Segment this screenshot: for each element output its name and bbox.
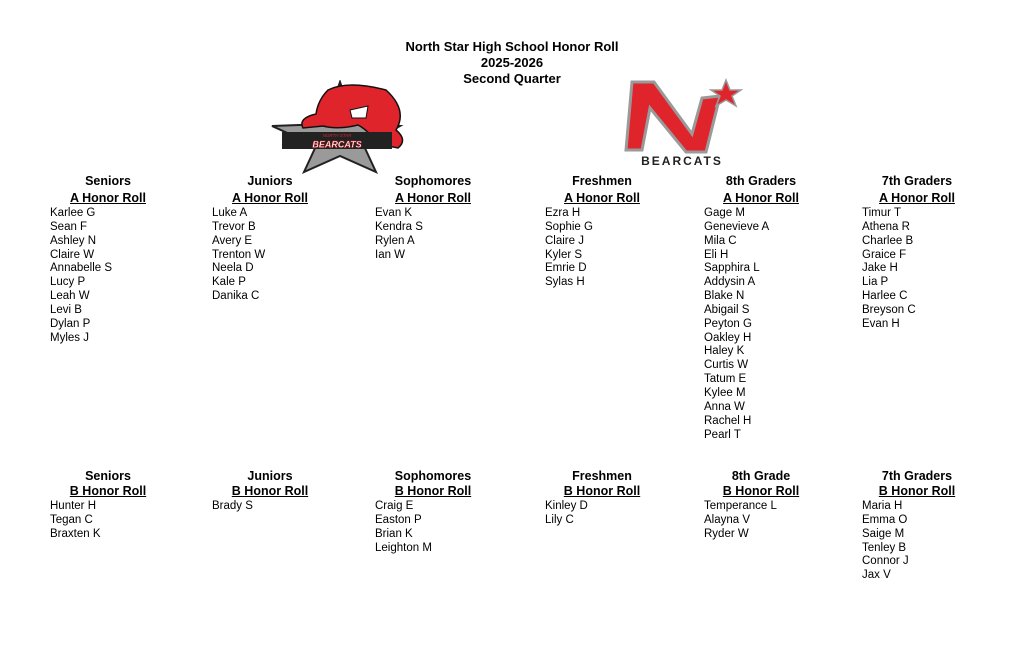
student-name: Kylee M (704, 386, 746, 399)
honor-roll-heading: B Honor Roll (69, 484, 147, 498)
grade-column (862, 469, 978, 583)
grade-column (212, 173, 328, 304)
student-name: Timur T (862, 207, 901, 219)
student-name: Leighton M (375, 541, 432, 554)
student-list (212, 500, 328, 514)
student-name: Jax V (862, 569, 891, 582)
grade-column (545, 469, 661, 528)
student-name: Lucy P (50, 276, 86, 289)
student-name: Annabelle S (50, 262, 113, 275)
student-name: Claire W (50, 248, 95, 261)
student-name: Haley K (704, 345, 745, 358)
student-name: Kyler S (545, 248, 583, 261)
grade-heading: Seniors (85, 174, 131, 188)
student-list (375, 500, 491, 555)
logo-north-star-text: NORTH STAR (322, 133, 352, 138)
student-name: Avery E (212, 234, 253, 247)
student-name: Curtis W (704, 359, 749, 372)
grade-heading: Seniors (85, 469, 131, 483)
student-name: Neela D (212, 262, 254, 275)
honor-roll-heading: A Honor Roll (879, 191, 955, 205)
student-name: Brady S (212, 500, 253, 512)
grade-column (704, 469, 820, 542)
student-name: Oakley H (704, 331, 752, 344)
honor-roll-heading: A Honor Roll (70, 191, 146, 205)
student-name: Ryder W (704, 527, 749, 540)
student-name: Evan H (862, 317, 900, 330)
honor-roll-heading: A Honor Roll (232, 191, 308, 205)
student-name: Trevor B (212, 220, 256, 233)
grade-column (862, 173, 978, 332)
honor-roll-heading: A Honor Roll (564, 191, 640, 205)
grade-column (704, 173, 820, 442)
student-name: Leah W (50, 290, 90, 303)
student-name: Danika C (212, 290, 260, 303)
grade-heading: Sophomores (394, 174, 472, 188)
document-title: North Star High School Honor Roll (405, 39, 619, 54)
student-name: Easton P (375, 513, 422, 526)
student-name: Connor J (862, 555, 909, 568)
student-name: Levi B (50, 303, 82, 316)
student-name: Lia P (862, 276, 889, 289)
student-name: Kale P (212, 276, 246, 289)
grade-heading: Freshmen (572, 174, 632, 188)
grade-column (50, 469, 166, 542)
school-year: 2025-2026 (480, 55, 544, 70)
student-name: Charlee B (862, 234, 914, 247)
student-name: Harlee C (862, 290, 908, 303)
honor-roll-heading: B Honor Roll (394, 484, 472, 498)
student-name: Anna W (704, 400, 745, 413)
student-list (704, 500, 820, 542)
student-name: Emrie D (545, 262, 587, 275)
student-name: Trenton W (212, 248, 266, 261)
student-name: Graice F (862, 248, 907, 261)
grade-heading: Sophomores (394, 469, 472, 483)
student-list (545, 500, 661, 528)
student-list (862, 500, 978, 583)
student-name: Sophie G (545, 220, 593, 233)
student-name: Kinley D (545, 500, 588, 512)
student-name: Tegan C (50, 513, 93, 526)
student-name: Jake H (862, 262, 898, 275)
student-name: Myles J (50, 331, 89, 344)
honor-roll-heading: B Honor Roll (722, 484, 800, 498)
student-name: Pearl T (704, 428, 741, 441)
student-name: Eli H (704, 248, 729, 261)
grade-heading: Juniors (247, 469, 293, 483)
student-name: Alayna V (704, 513, 751, 526)
grade-column (545, 173, 661, 290)
grade-heading: 7th Graders (881, 469, 953, 483)
student-name: Ashley N (50, 234, 97, 247)
honor-roll-heading: B Honor Roll (563, 484, 641, 498)
grade-column (375, 173, 491, 262)
student-name: Mila C (704, 234, 737, 247)
student-list (50, 207, 166, 345)
student-list (704, 207, 820, 442)
student-name: Maria H (862, 500, 903, 512)
student-name: Rylen A (375, 234, 415, 247)
student-name: Emma O (862, 513, 908, 526)
student-name: Kendra S (375, 220, 423, 233)
student-name: Lily C (545, 513, 574, 526)
student-name: Craig E (375, 500, 414, 512)
student-name: Evan K (375, 207, 413, 219)
grade-column (375, 469, 491, 555)
grade-heading: Juniors (247, 174, 293, 188)
grade-heading: Freshmen (572, 469, 632, 483)
student-name: Dylan P (50, 317, 91, 330)
student-name: Athena R (862, 220, 910, 233)
north-star-n-logo (620, 78, 748, 168)
student-name: Gage M (704, 207, 745, 219)
student-list (50, 500, 166, 542)
grade-column (50, 173, 166, 345)
grade-heading: 7th Graders (881, 174, 953, 188)
student-name: Sapphira L (704, 262, 760, 275)
quarter: Second Quarter (463, 71, 561, 86)
student-name: Tatum E (704, 373, 747, 386)
honor-roll-heading: B Honor Roll (231, 484, 309, 498)
student-name: Sean F (50, 220, 88, 233)
student-name: Addysin A (704, 276, 756, 289)
student-list (545, 207, 661, 290)
logo-bearcats-wordmark: BEARCATS (641, 154, 723, 168)
student-name: Genevieve A (704, 220, 770, 233)
honor-roll-heading: A Honor Roll (395, 191, 471, 205)
logo-bearcats-text: BEARCATS (312, 139, 362, 150)
student-name: Temperance L (704, 500, 777, 512)
student-list (862, 207, 978, 332)
student-name: Ezra H (545, 207, 581, 219)
student-list (375, 207, 491, 262)
student-name: Abigail S (704, 303, 750, 316)
student-name: Rachel H (704, 414, 752, 427)
student-name: Saige M (862, 527, 905, 540)
student-name: Peyton G (704, 317, 752, 330)
student-name: Brian K (375, 527, 413, 540)
student-name: Karlee G (50, 207, 96, 219)
grade-heading: 8th Grade (731, 469, 791, 483)
grade-heading: 8th Graders (725, 174, 797, 188)
student-name: Tenley B (862, 541, 907, 554)
student-name: Blake N (704, 290, 745, 303)
student-name: Sylas H (545, 276, 585, 289)
grade-column (212, 469, 328, 514)
student-name: Braxten K (50, 527, 101, 540)
student-name: Breyson C (862, 303, 916, 316)
honor-roll-heading: A Honor Roll (723, 191, 799, 205)
student-name: Ian W (375, 248, 406, 261)
student-name: Hunter H (50, 500, 97, 512)
student-name: Luke A (212, 207, 248, 219)
student-list (212, 207, 328, 304)
student-name: Claire J (545, 234, 584, 247)
honor-roll-heading: B Honor Roll (878, 484, 956, 498)
bearcat-star-logo (268, 80, 413, 175)
